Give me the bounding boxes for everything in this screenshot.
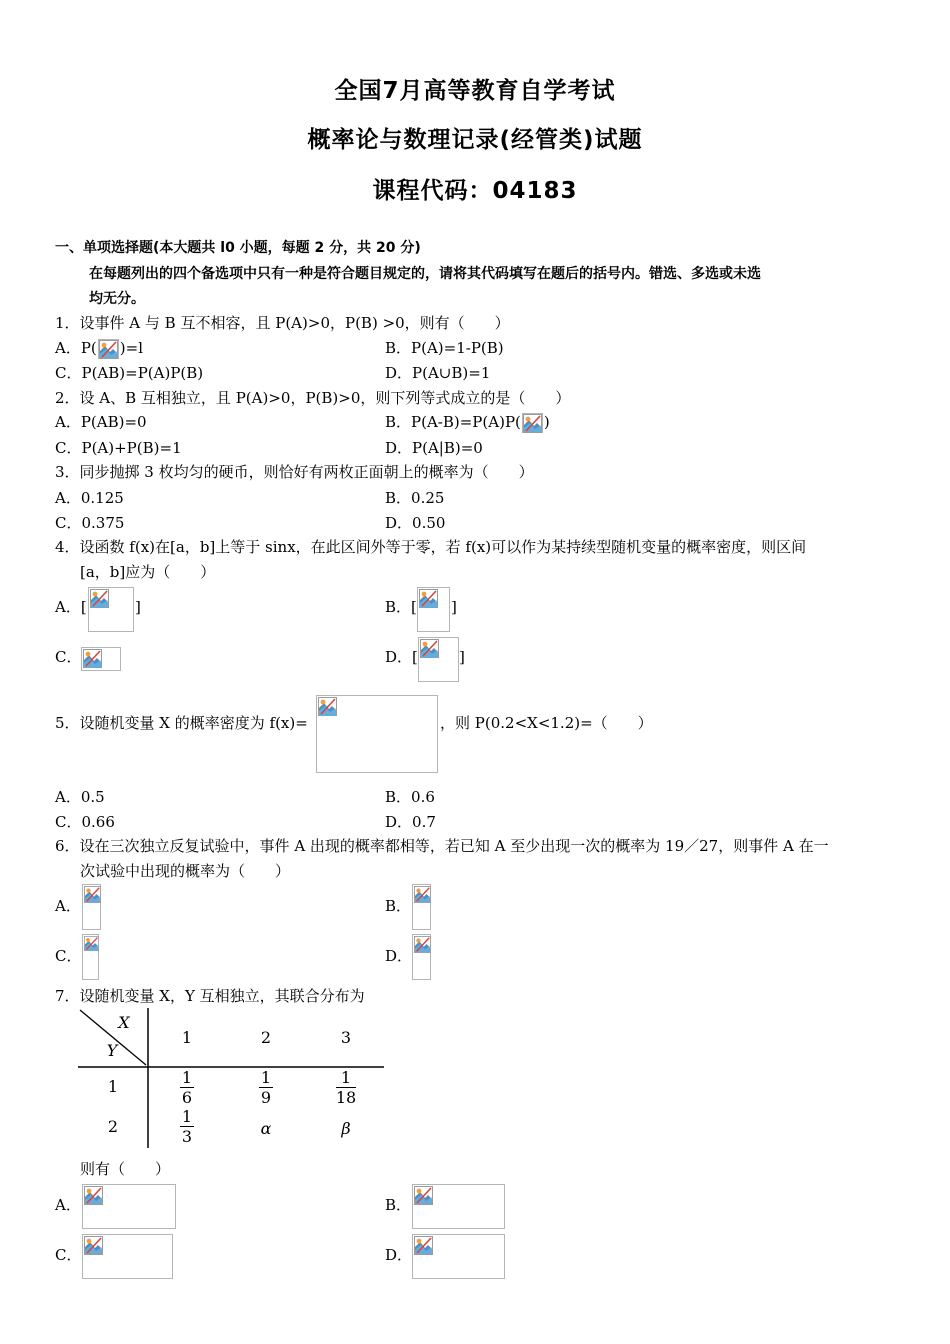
q3-option-a: A．0.125	[55, 489, 124, 507]
q1-option-b: B．P(A)=1-P(B)	[385, 339, 504, 357]
question-7-stem: 7．设随机变量 X，Y 互相独立，其联合分布为	[55, 987, 365, 1005]
subject-title: 概率论与数理记录(经管类)试题	[307, 127, 643, 153]
broken-image-icon	[82, 1234, 173, 1279]
broken-image-icon	[417, 587, 450, 632]
q7-option-d: D．	[385, 1246, 413, 1264]
question-5-stem-pre: 5．设随机变量 X 的概率密度为 f(x)=	[55, 714, 308, 732]
fraction-denominator: 18	[335, 1088, 357, 1107]
q6-option-c: C．	[55, 947, 82, 965]
table-cell-beta: β	[341, 1119, 351, 1138]
q2-option-d: D．P(A|B)=0	[385, 439, 483, 457]
q1-option-a-pre: A．P(	[55, 339, 97, 357]
q4-option-d-pre: D．[	[385, 648, 418, 666]
broken-image-icon	[412, 1184, 505, 1229]
q7-option-c: C．	[55, 1246, 82, 1264]
question-6-stem-2: 次试验中出现的概率为（ ）	[80, 862, 291, 880]
course-code: 课程代码：04183	[372, 178, 578, 204]
q7-option-a: A．	[55, 1196, 81, 1214]
table-cell-fraction	[326, 1069, 366, 1106]
table-row-header: 2	[107, 1117, 119, 1136]
question-6-stem-1: 6．设在三次独立反复试验中，事件 A 出现的概率都相等，若已知 A 至少出现一次的概率为 19／27，则事件 A 在一	[55, 837, 829, 855]
q4-option-c-pre: C．	[55, 648, 82, 666]
exam-title: 全国7月高等教育自学考试	[334, 78, 616, 104]
fraction-numerator: 1	[340, 1068, 352, 1087]
q3-option-d: D．0.50	[385, 514, 446, 532]
table-row-header: 1	[107, 1077, 119, 1096]
section-heading: 一、单项选择题(本大题共 l0 小题，每题 2 分，共 20 分)	[55, 240, 421, 256]
q5-option-b: B．0.6	[385, 788, 435, 806]
broken-image-icon	[88, 587, 134, 632]
q5-option-d: D．0.7	[385, 813, 436, 831]
table-corner-y: Y	[106, 1041, 118, 1060]
fraction-numerator: 1	[260, 1068, 272, 1087]
table-col-header: 2	[260, 1028, 272, 1047]
table-col-header: 3	[340, 1028, 352, 1047]
fraction-denominator: 3	[181, 1127, 193, 1146]
q6-option-d: D．	[385, 947, 413, 965]
table-cell-fraction	[167, 1108, 207, 1145]
fraction-numerator: 1	[181, 1068, 193, 1087]
broken-image-icon	[81, 647, 121, 671]
question-4-stem-1: 4．设函数 f(x)在[a，b]上等于 sinx，在此区间外等于零，若 f(x)可以作为某持续型随机变量的概率密度，则区间	[55, 538, 807, 556]
q4-option-b-pre: B．[	[385, 598, 417, 616]
q4-option-a-pre: A．[	[55, 598, 87, 616]
broken-image-icon	[412, 884, 431, 930]
question-3-stem: 3．同步抛掷 3 枚均匀的硬币，则恰好有两枚正面朝上的概率为（ ）	[55, 463, 534, 481]
q4-option-b-post: ]	[451, 598, 457, 616]
broken-image-icon	[82, 884, 101, 930]
fraction-denominator: 6	[181, 1088, 193, 1107]
broken-image-icon	[418, 637, 459, 682]
broken-image-icon	[412, 1234, 505, 1279]
broken-image-icon	[522, 413, 543, 433]
question-5-stem-post: ，则 P(0.2<X<1.2)=（ ）	[440, 714, 653, 732]
q3-option-c: C．0.375	[55, 514, 125, 532]
q2-option-b	[385, 412, 550, 433]
q1-option-a-post: )=l	[119, 339, 143, 357]
q5-option-c: C．0.66	[55, 813, 115, 831]
q7-option-b: B．	[385, 1196, 412, 1214]
q6-option-a: A．	[55, 897, 81, 915]
broken-image-icon	[412, 934, 431, 980]
table-cell-fraction	[167, 1069, 207, 1106]
fraction-numerator: 1	[181, 1107, 193, 1126]
section-instruction-1: 在每题列出的四个备选项中只有一种是符合题目规定的，请将其代码填写在题后的括号内。错选、多选或未选	[89, 266, 761, 282]
fraction-denominator: 9	[260, 1088, 272, 1107]
q6-option-b: B．	[385, 897, 412, 915]
question-7-then: 则有（ ）	[80, 1160, 171, 1178]
broken-image-icon	[98, 339, 119, 359]
q1-option-c: C．P(AB)=P(A)P(B)	[55, 364, 204, 382]
table-cell-alpha: α	[260, 1119, 272, 1138]
joint-distribution-table	[78, 1008, 384, 1150]
table-col-header: 1	[181, 1028, 193, 1047]
section-instruction-2: 均无分。	[89, 291, 145, 307]
q2-option-a: A．P(AB)=0	[55, 413, 147, 431]
q1-option-a	[55, 338, 143, 359]
table-corner-x: X	[118, 1013, 130, 1032]
broken-image-icon	[316, 695, 438, 773]
question-2-stem: 2．设 A、B 互相独立，且 P(A)>0，P(B)>0，则下列等式成立的是（ ）	[55, 389, 571, 407]
table-cell-fraction	[246, 1069, 286, 1106]
question-4-stem-2: [a，b]应为（ ）	[80, 563, 216, 581]
broken-image-icon	[82, 934, 99, 980]
q3-option-b: B．0.25	[385, 489, 445, 507]
q5-option-a: A．0.5	[55, 788, 105, 806]
broken-image-icon	[82, 1184, 176, 1229]
question-1-stem: 1．设事件 A 与 B 互不相容，且 P(A)>0，P(B) >0，则有（ ）	[55, 314, 510, 332]
q2-option-b-post: )	[543, 413, 550, 431]
q2-option-b-pre: B．P(A-B)=P(A)P(	[385, 413, 521, 431]
q4-option-a-post: ]	[135, 598, 141, 616]
q4-option-d-post: ]	[459, 648, 465, 666]
q1-option-d: D．P(A∪B)=1	[385, 364, 491, 382]
q2-option-c: C．P(A)+P(B)=1	[55, 439, 182, 457]
